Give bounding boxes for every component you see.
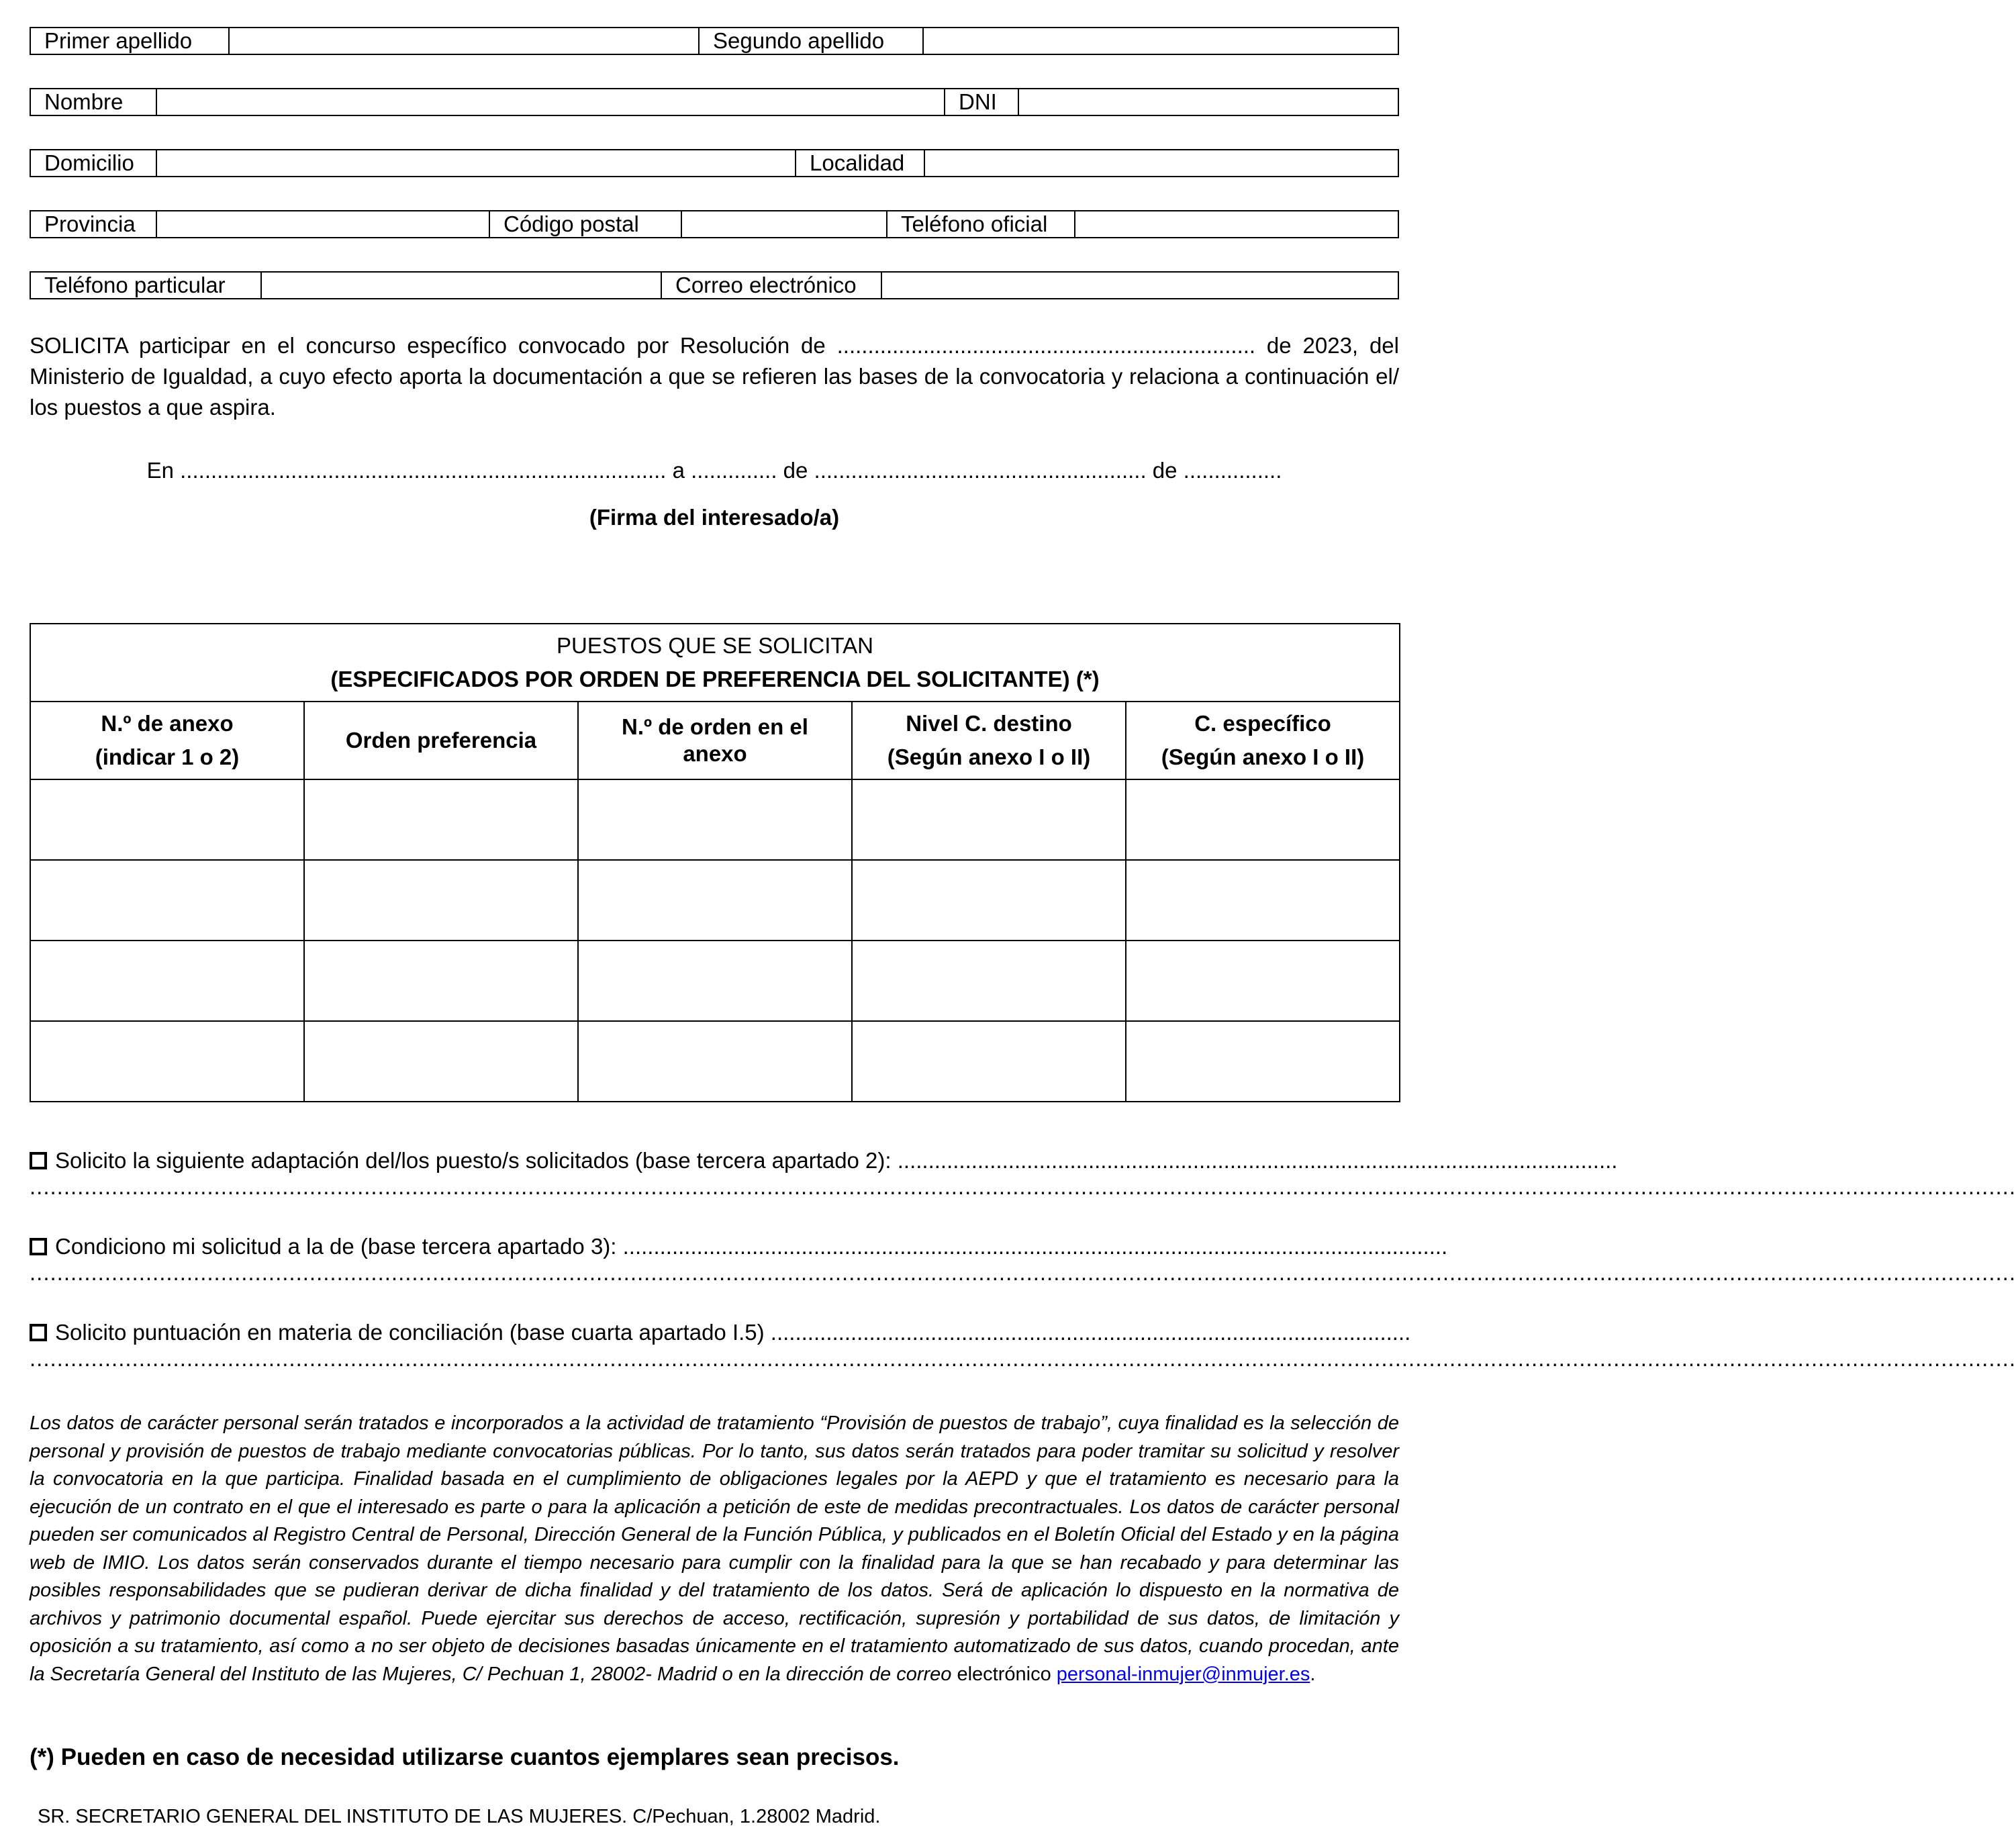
table-cell[interactable] [578,941,852,1021]
option-condiciono [30,1231,1448,1262]
label-localidad: Localidad [795,150,925,176]
puestos-table [30,623,1400,1102]
header-orden-anexo-line2: anexo [683,741,747,766]
table-cell[interactable] [304,941,578,1021]
header-orden-anexo [578,702,852,779]
table-header-row [30,702,1400,779]
label-telefono-particular: Teléfono particular [31,273,262,298]
row-telefono-correo [30,271,1399,299]
table-cell[interactable] [304,779,578,860]
table-cell[interactable] [30,860,304,941]
label-provincia: Provincia [31,211,157,237]
header-orden-preferencia [304,702,578,779]
table-cell[interactable] [30,941,304,1021]
header-orden-anexo-line1: N.º de orden en el [622,714,808,739]
codigo-postal-field[interactable] [682,211,886,237]
header-c-especifico-line1: C. específico [1194,711,1331,736]
table-cell[interactable] [1126,941,1400,1021]
legal-text: Los datos de carácter personal serán tratados e incorporados a la actividad de tratamiento “Provisión de puestos de trabajo”, cuya finalidad es la selección de personal y provisión de puestos de trabajo mediante convocatorias públicas. Por lo tanto, sus datos serán tratados para poder tramitar su solicitud y resolver la convocatoria en la que participa. Finalidad basada en el cumplimiento de obligaciones legales por la AEPD y que el tratamiento es necesario para la ejecución de un contrato en el que el interesado es parte o para la aplicación a petición de este de medidas precontractuales. Los datos de carácter personal pueden ser comunicados al Registro Central de Personal, Dirección General de la Función Pública, y publicados en el Boletín Oficial del Estado y en la página web de IMIO. Los datos serán conservados durante el tiempo necesario para cumplir con la finalidad para la que se han recabado y para determinar las posibles responsabilidades que se pudieran derivar de dicha finalidad y del tratamiento de los datos. Será de aplicación lo dispuesto en la normativa de archivos y patrimonio documental español. Puede ejercitar sus derechos de acceso, rectificación, supresión y portabilidad de sus datos, de limitación y oposición a su tratamiento, así como a no ser objeto de decisiones basadas únicamente en el tratamiento automatizado de sus datos, cuando procedan, ante la Secretaría General del Instituto de las Mujeres, C/ Pechuan 1, 28002- Madrid o en la dirección de correo [30,1412,1399,1685]
table-cell[interactable] [852,779,1126,860]
table-row [30,1021,1400,1102]
table-cell[interactable] [852,1021,1126,1102]
option-condiciono-text: Condiciono mi solicitud a la de (base tercera apartado 3): ...................................................................................................................................... [55,1234,1448,1259]
firma-label: (Firma del interesado/a) [589,505,840,530]
label-correo: Correo electrónico [661,273,882,298]
label-segundo-apellido: Segundo apellido [698,28,924,54]
telefono-oficial-field[interactable] [1075,211,1398,237]
header-nivel-destino [852,702,1126,779]
table-cell[interactable] [578,860,852,941]
option-conciliacion-text: Solicito puntuación en materia de conciliación (base cuarta apartado I.5) ........................................................................................................ [55,1320,1411,1345]
condiciono-checkbox[interactable] [30,1238,47,1255]
table-cell[interactable] [1126,1021,1400,1102]
row-domicilio-localidad [30,149,1399,177]
header-nivel-destino-line2: (Según anexo I o II) [887,744,1091,769]
label-telefono-oficial: Teléfono oficial [886,211,1075,237]
header-nivel-destino-line1: Nivel C. destino [906,711,1072,736]
option-adaptacion [30,1145,1618,1176]
note: (*) Pueden en caso de necesidad utilizarse cuantos ejemplares sean precisos. [30,1744,900,1770]
table-row [30,779,1400,860]
dotted-line: ................................................................................................................................................................................................................................................................................................... [30,1260,2016,1285]
primer-apellido-field[interactable] [230,28,698,54]
provincia-field[interactable] [157,211,489,237]
row-provincia-cp-telefono [30,210,1399,238]
dni-field[interactable] [1019,89,1398,115]
label-nombre: Nombre [31,89,157,115]
header-c-especifico [1126,702,1400,779]
nombre-field[interactable] [157,89,944,115]
table-row [30,941,1400,1021]
label-dni: DNI [944,89,1019,115]
dotted-line: ................................................................................................................................................................................................................................................................................................... [30,1346,2016,1371]
label-domicilio: Domicilio [31,150,157,176]
table-title-cell [30,624,1400,702]
footer-addressee: SR. SECRETARIO GENERAL DEL INSTITUTO DE LAS MUJERES. C/Pechuan, 1.28002 Madrid. [38,1806,881,1827]
header-orden-preferencia-line1: Orden preferencia [345,728,537,753]
table-cell[interactable] [578,779,852,860]
row-apellidos [30,27,1399,55]
table-cell[interactable] [304,1021,578,1102]
option-conciliacion [30,1317,1411,1348]
conciliacion-checkbox[interactable] [30,1324,47,1341]
label-codigo-postal: Código postal [489,211,682,237]
localidad-field[interactable] [925,150,1398,176]
legal-end: . [1310,1663,1316,1685]
table-cell[interactable] [304,860,578,941]
table-cell[interactable] [30,1021,304,1102]
legal-notice [30,1410,1399,1688]
correo-field[interactable] [882,273,1398,298]
header-anexo-line1: N.º de anexo [101,711,234,736]
table-title: PUESTOS QUE SE SOLICITAN [557,633,873,658]
table-cell[interactable] [30,779,304,860]
table-cell[interactable] [852,941,1126,1021]
table-cell[interactable] [578,1021,852,1102]
header-anexo [30,702,304,779]
table-cell[interactable] [852,860,1126,941]
table-subtitle: (ESPECIFICADOS POR ORDEN DE PREFERENCIA DEL SOLICITANTE) (*) [330,667,1100,691]
adaptacion-checkbox[interactable] [30,1152,47,1169]
domicilio-field[interactable] [157,150,795,176]
fecha-line: En ............................................................................... a .............. de ...................................................... de ................ [146,458,1282,483]
table-cell[interactable] [1126,860,1400,941]
table-cell[interactable] [1126,779,1400,860]
table-row [30,860,1400,941]
solicita-paragraph: SOLICITA participar en el concurso específico convocado por Resolución de .................................................................... de 2023, del Ministerio de Igualdad, a cuyo efecto aporta la documentación a que se refieren las bases de la convocatoria y relaciona a continuación el/ los puestos a que aspira. [30,333,1399,420]
label-primer-apellido: Primer apellido [31,28,230,54]
segundo-apellido-field[interactable] [924,28,1398,54]
header-anexo-line2: (indicar 1 o 2) [95,744,240,769]
legal-electronico: electrónico [957,1663,1051,1685]
header-c-especifico-line2: (Según anexo I o II) [1161,744,1365,769]
email-link[interactable]: personal-inmujer@inmujer.es [1056,1663,1310,1685]
telefono-particular-field[interactable] [262,273,661,298]
dotted-line: ................................................................................................................................................................................................................................................................................................... [30,1174,2016,1199]
option-adaptacion-text: Solicito la siguiente adaptación del/los puesto/s solicitados (base tercera apartado 2): ..................................................................................................................... [55,1148,1618,1173]
row-nombre-dni [30,88,1399,116]
